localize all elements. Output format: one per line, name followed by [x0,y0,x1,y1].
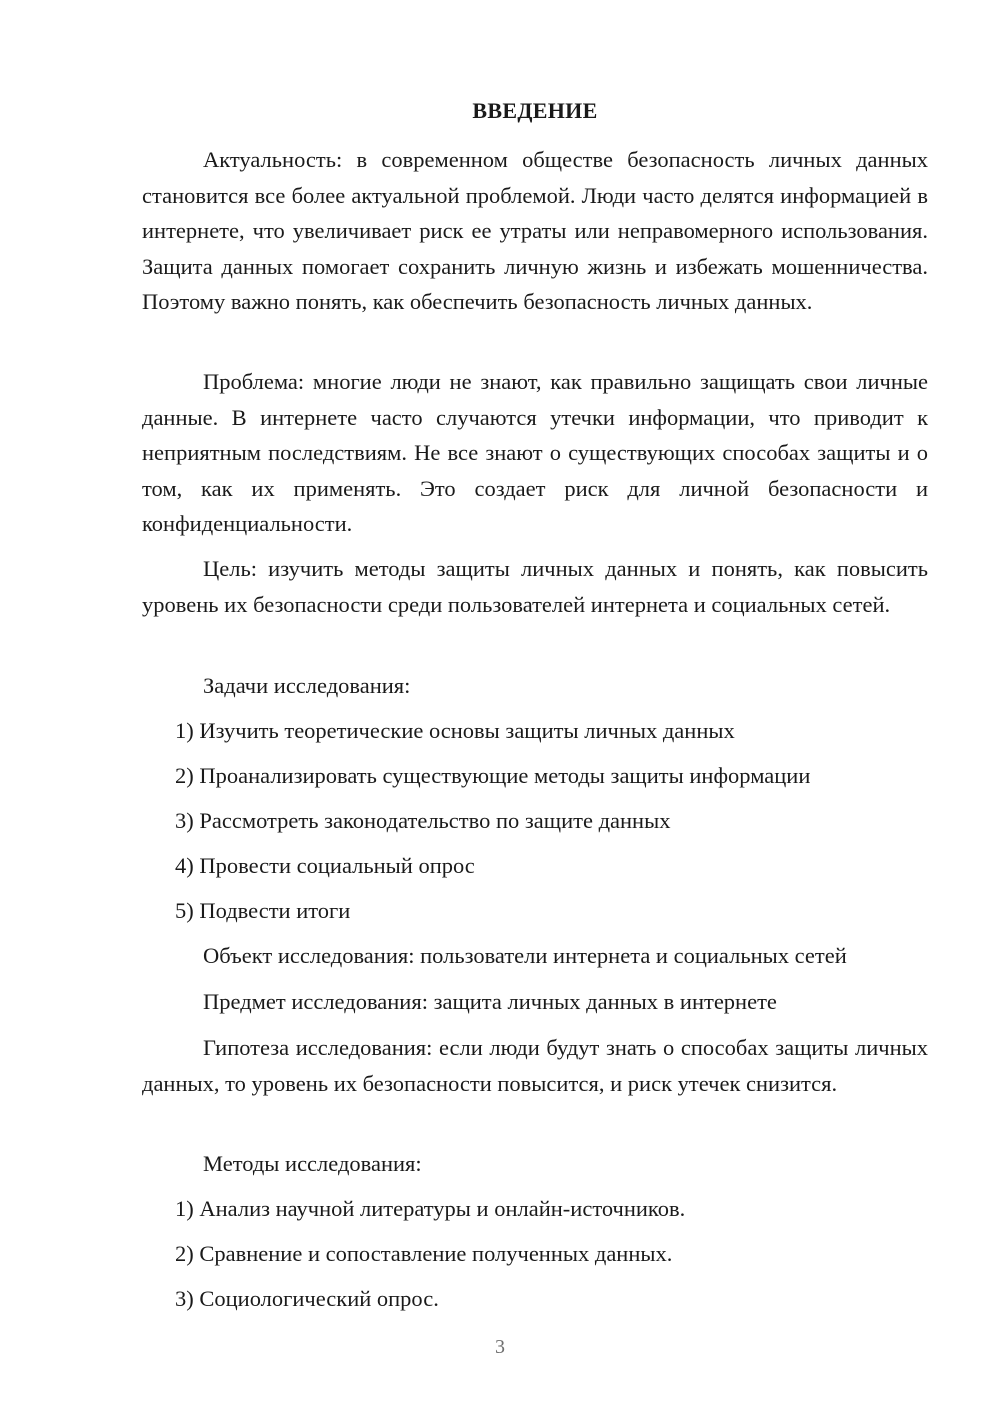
methods-label: Методы исследования: [203,1151,422,1176]
relevance-paragraph: Актуальность: в современном обществе безопасность личных данных становится все более актуальной проблемой. Люди часто делятся информацией в интернете, что увеличивает риск ее утраты или неправомерного использования. Защита данных помогает сохранить личную жизнь и избежать мошенничества. Поэтому важно понять, как обеспечить безопасность личных данных. [142,147,928,314]
tasks-label: Задачи исследования: [203,673,411,698]
task-item-5: 5) Подвести итоги [175,898,351,923]
task-item-1: 1) Изучить теоретические основы защиты личных данных [175,718,735,743]
method-item-2: 2) Сравнение и сопоставление полученных данных. [175,1241,673,1266]
research-subject: Предмет исследования: защита личных данных в интернете [203,989,777,1014]
hypothesis-paragraph: Гипотеза исследования: если люди будут знать о способах защиты личных данных, то уровень их безопасности повысится, и риск утечек снизится. [142,1035,928,1096]
method-item-3: 3) Социологический опрос. [175,1286,439,1311]
page-number: 3 [495,1336,505,1358]
task-item-3: 3) Рассмотреть законодательство по защите данных [175,808,671,833]
research-object: Объект исследования: пользователи интернета и социальных сетей [203,943,847,968]
goal-paragraph: Цель: изучить методы защиты личных данных и понять, как повысить уровень их безопасности среди пользователей интернета и социальных сетей. [142,556,928,617]
method-item-1: 1) Анализ научной литературы и онлайн-источников. [175,1196,686,1221]
task-item-2: 2) Проанализировать существующие методы защиты информации [175,763,811,788]
task-item-4: 4) Провести социальный опрос [175,853,475,878]
problem-paragraph: Проблема: многие люди не знают, как правильно защищать свои личные данные. В интернете часто случаются утечки информации, что приводит к неприятным последствиям. Не все знают о существующих способах защиты и о том, как их применять. Это создает риск для личной безопасности и конфиденциальности. [142,369,928,536]
section-heading: ВВЕДЕНИЕ [472,98,598,123]
